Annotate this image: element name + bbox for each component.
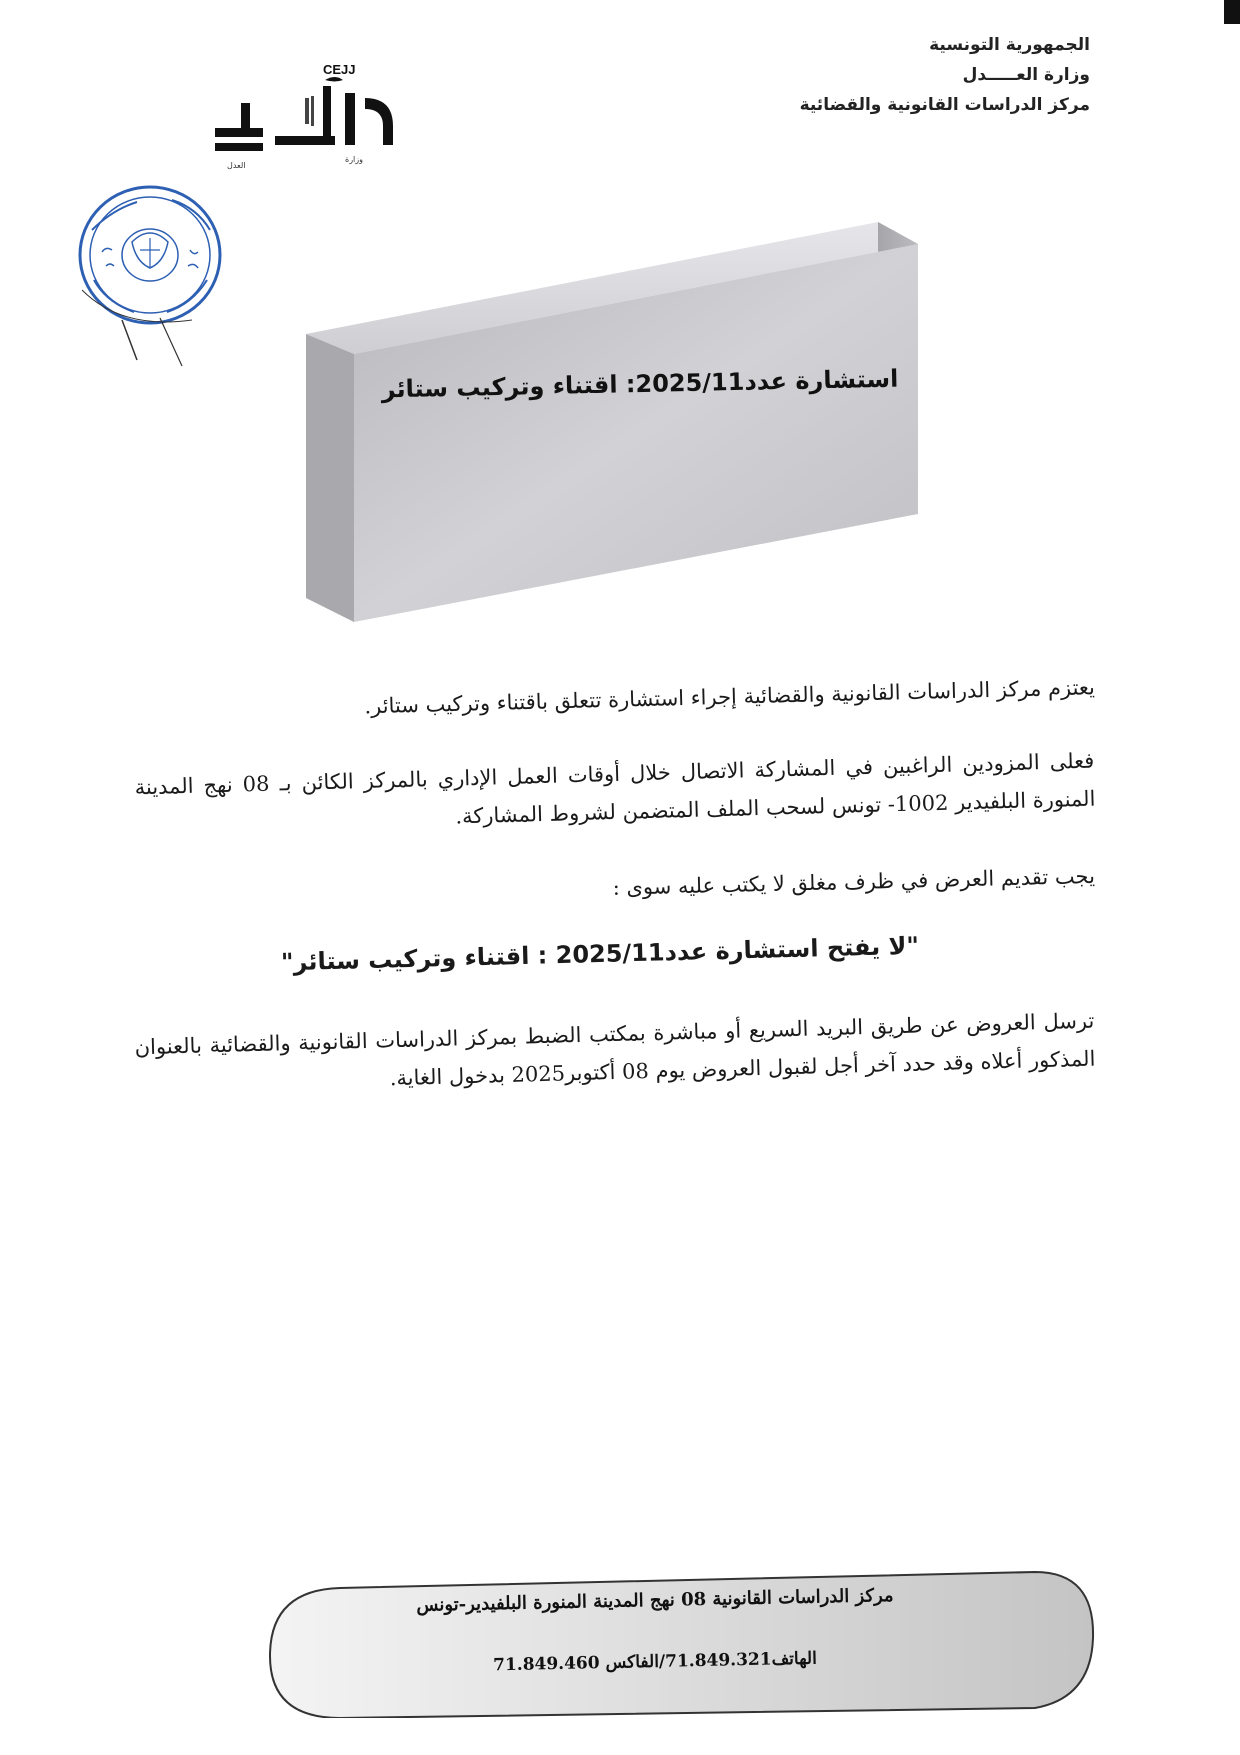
intro-paragraph: يعتزم مركز الدراسات القانونية والقضائية إجراء استشارة تتعلق باقتناء وتركيب ستائر.: [364, 675, 1096, 719]
ministry-line: وزارة العـــــدل: [962, 65, 1090, 85]
deadline-paragraph: ترسل العروض عن طريق البريد السريع أو مباشرة بمكتب الضبط بمركز الدراسات القانونية والقضائية بالعنوان المذكور أعلاه وقد حدد آخر أجل لقبول العروض يوم 08 أكتوبر2025 بدخول الغاية.: [134, 1008, 1096, 1091]
scan-corner-mark: [1224, 0, 1240, 24]
consultation-title: استشارة عدد2025/11: اقتناء وتركيب ستائر: [381, 364, 899, 404]
official-stamp: [62, 170, 247, 370]
footer-address: مركز الدراسات القانونية 08 نهج المدينة المنورة البلفيدير-تونس: [416, 1585, 894, 1616]
republic-line: الجمهورية التونسية: [929, 35, 1090, 55]
center-line: مركز الدراسات القانونية والقضائية: [799, 95, 1090, 115]
envelope-instruction: يجب تقديم العرض في ظرف مغلق لا يكتب عليه سوى :: [612, 864, 1096, 900]
title-box: [306, 222, 946, 622]
cejj-logo: [215, 58, 400, 173]
logo-abbr: CEJJ: [323, 62, 356, 77]
logo-justice-text: العدل: [227, 161, 246, 170]
letterhead: [800, 30, 1090, 120]
footer-phone-fax: الهاتف71.849.321/الفاكس 71.849.460: [492, 1648, 818, 1676]
suppliers-paragraph: فعلى المزودين الراغبين في المشاركة الاتصال خلال أوقات العمل الإداري بالمركز الكائن بـ 08 نهج المدينة المنورة البلفيدير 1002- تونس لسحب الملف المتضمن لشروط المشاركة.: [134, 748, 1096, 829]
envelope-label: "لا يفتح استشارة عدد2025/11 : اقتناء وتركيب ستائر": [280, 931, 920, 977]
logo-ministry-text: وزارة: [345, 155, 364, 164]
